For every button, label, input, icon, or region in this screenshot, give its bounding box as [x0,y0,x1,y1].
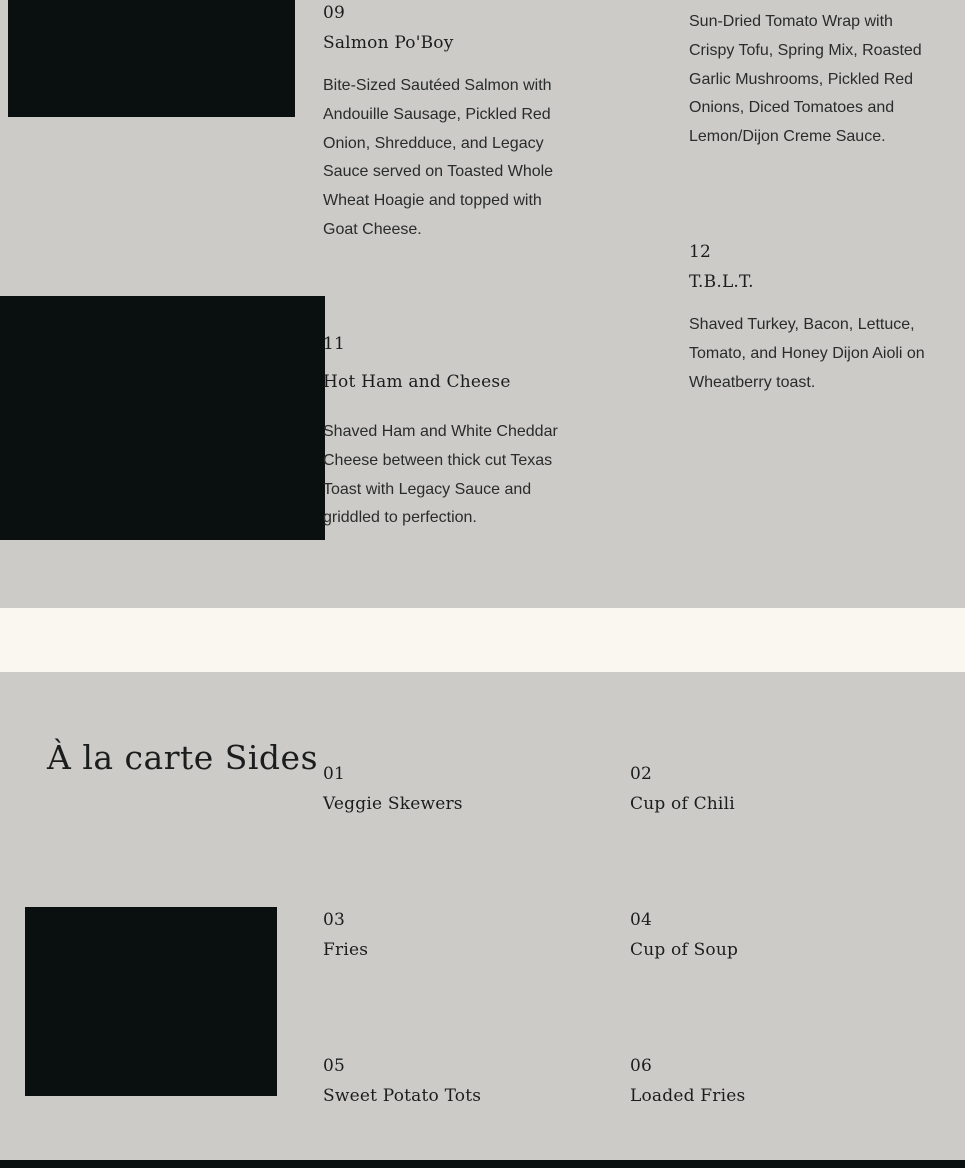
side-number: 04 [630,910,653,930]
side-number: 06 [630,1056,653,1076]
side-number: 02 [630,764,653,784]
side-name: Sweet Potato Tots [323,1086,482,1106]
side-name: Cup of Soup [630,940,739,960]
side-name: Loaded Fries [630,1086,746,1106]
side-number: 03 [323,910,346,930]
side-name: Fries [323,940,369,960]
side-name: Veggie Skewers [323,794,463,814]
sides-photo [25,907,277,1096]
hot-ham-photo [0,296,325,540]
item-description: Shaved Turkey, Bacon, Lettuce, Tomato, and Honey Dijon Aioli on Wheatberry toast. [689,316,925,391]
section-divider-band [0,608,965,672]
item-name: Hot Ham and Cheese [323,372,511,392]
item-number: 11 [323,334,346,354]
item-number: 12 [689,242,712,262]
sides-title: À la carte Sides [47,738,319,777]
salmon-poboy-photo [8,0,295,117]
side-number: 05 [323,1056,346,1076]
item-description: Shaved Ham and White Cheddar Cheese between thick cut Texas Toast with Legacy Sauce and griddled to perfection. [323,423,558,527]
footer-bar [0,1160,965,1168]
item-name: T.B.L.T. [689,272,754,292]
side-name: Cup of Chili [630,794,735,814]
item-description: Bite-Sized Sautéed Salmon with Andouille Sausage, Pickled Red Onion, Shredduce, and Legacy Sauce served on Toasted Whole Wheat Hoagie and topped with Goat Cheese. [323,77,554,238]
item-number: 09 [323,3,346,23]
item-description: Sun-Dried Tomato Wrap with Crispy Tofu, Spring Mix, Roasted Garlic Mushrooms, Pickled Red Onions, Diced Tomatoes and Lemon/Dijon Creme Sauce. [689,13,922,146]
item-name: Salmon Po'Boy [323,33,454,53]
side-number: 01 [323,764,346,784]
